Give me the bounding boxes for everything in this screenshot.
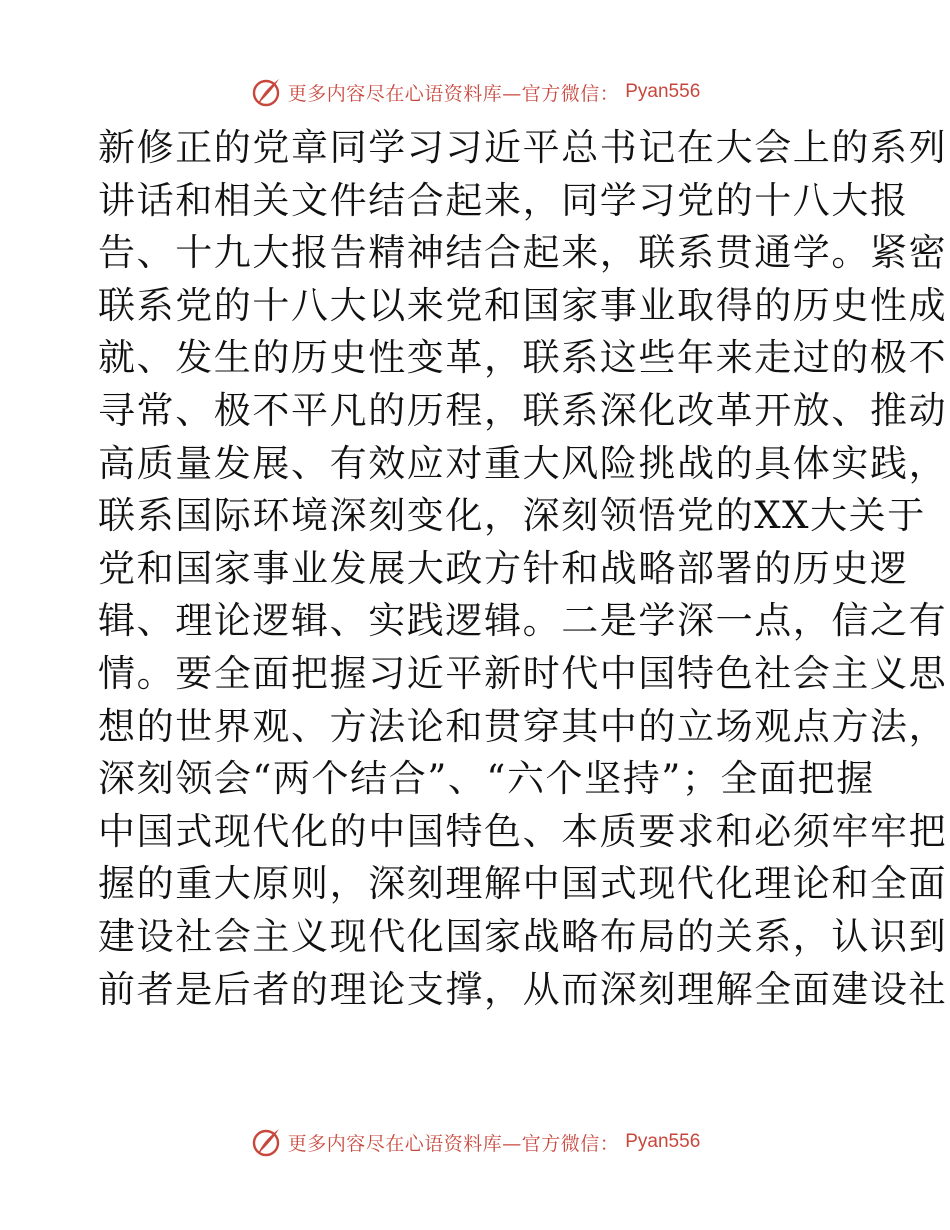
text-line: 联系党的十八大以来党和国家事业取得的历史性成 — [98, 283, 948, 327]
header-watermark — [0, 72, 950, 112]
text-line: 前者是后者的理论支撑，从而深刻理解全面建设社 — [98, 967, 948, 1011]
text-line: 告、十九大报告精神结合起来，联系贯通学。紧密 — [98, 231, 948, 275]
text-line: 高质量发展、有效应对重大风险挑战的具体实践， — [98, 441, 948, 485]
text-line: 就、发生的历史性变革，联系这些年来走过的极不 — [98, 336, 948, 380]
text-line: 握的重大原则，深刻理解中国式现代化理论和全面 — [98, 862, 948, 906]
quill-logo-icon — [250, 1126, 282, 1158]
text-line: 寻常、极不平凡的历程，联系深化改革开放、推动 — [98, 388, 948, 432]
footer-watermark — [0, 1122, 950, 1162]
watermark-text: 更多内容尽在心语资料库—官方微信： — [287, 82, 620, 105]
text-line: 讲话和相关文件结合起来，同学习党的十八大报 — [98, 178, 909, 222]
watermark-wechat-id: Pyan556 — [625, 81, 701, 102]
text-line: 中国式现代化的中国特色、本质要求和必须牢牢把 — [98, 809, 948, 853]
text-line: 辑、理论逻辑、实践逻辑。二是学深一点，信之有 — [98, 599, 948, 643]
text-line: 建设社会主义现代化国家战略布局的关系，认识到 — [98, 914, 948, 958]
text-line: 新修正的党章同学习习近平总书记在大会上的系列 — [98, 126, 948, 169]
text-line: 想的世界观、方法论和贯穿其中的立场观点方法， — [98, 704, 948, 748]
watermark-text: 更多内容尽在心语资料库—官方微信： — [287, 1132, 620, 1155]
text-line: 深刻领会“两个结合”、“六个坚持”；全面把握 — [98, 757, 875, 801]
watermark-wechat-id: Pyan556 — [625, 1131, 701, 1152]
text-line: 联系国际环境深刻变化，深刻领悟党的XX大关于 — [98, 494, 926, 538]
text-line: 情。要全面把握习近平新时代中国特色社会主义思 — [98, 651, 948, 695]
text-line: 党和国家事业发展大政方针和战略部署的历史逻 — [98, 546, 909, 590]
quill-logo-icon — [250, 76, 282, 108]
document-body — [98, 122, 948, 1016]
